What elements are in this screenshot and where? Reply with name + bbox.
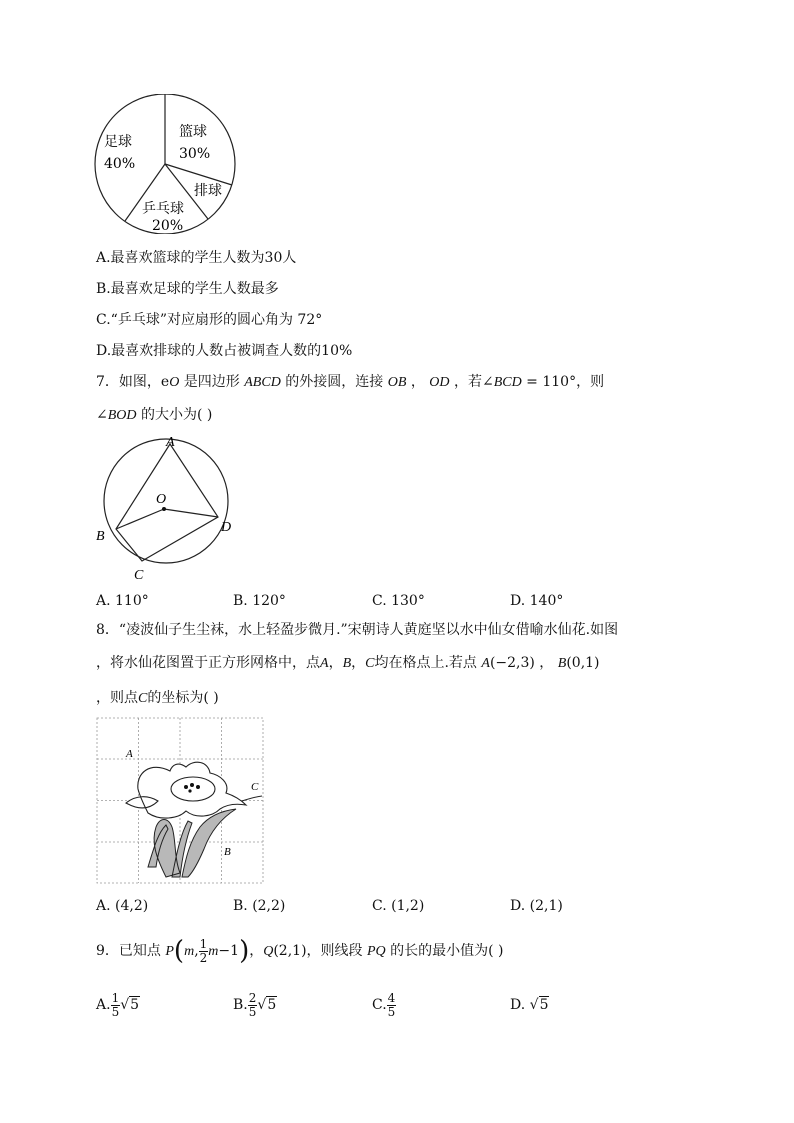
pie-pct-lanqiu: 30% [179, 146, 211, 162]
q7-option-d: D. 140° [510, 593, 564, 609]
q9-sep: ， [249, 943, 264, 959]
q8-b-pt: B [557, 656, 567, 671]
q8-line2-c: ， [534, 655, 558, 671]
q8-label-c: C [251, 781, 259, 793]
q8-c-pt: C [138, 691, 148, 706]
q7-stem-line2 [96, 405, 212, 426]
q6-option-d: D.最喜欢排球的人数占被调查人数的10% [96, 343, 353, 359]
q6-option-a: A.最喜欢篮球的学生人数为30人 [96, 250, 297, 266]
q8-grid-figure [96, 717, 266, 885]
q9-b-root: 5 [267, 997, 277, 1013]
q9-t1: ，则线段 [306, 943, 367, 959]
q9-t2: 的长的最小值为( ) [385, 943, 504, 959]
q9-a-sqrt-sign: √ [120, 997, 130, 1013]
q7-ob: OB [387, 375, 407, 390]
pie-label-pingpang: 乒乓球 [142, 201, 184, 217]
q7-label-o: O [156, 492, 167, 507]
q9-b-label: B. [233, 997, 248, 1013]
q9-c-den: 5 [387, 1004, 396, 1019]
q7-segment-od [164, 509, 218, 517]
q8-sep2: ， [351, 655, 366, 671]
q8-sep1: ， [328, 655, 343, 671]
q7-label-c: C [134, 568, 144, 583]
q9-option-d [510, 990, 549, 1020]
q9-c-frac [387, 992, 397, 1019]
pie-label-paiqiu: 排球 [194, 183, 222, 199]
q7-center-point [162, 507, 166, 511]
q8-stem-line2 [96, 653, 600, 674]
q9-paren-close: ) [239, 936, 250, 966]
pie-label-lanqiu: 篮球 [179, 124, 207, 140]
q9-a-frac [111, 992, 121, 1019]
q9-d-sqrt-sign: √ [529, 997, 539, 1013]
q8-option-a: A. (4,2) [96, 898, 149, 914]
q7-quadrilateral [116, 444, 218, 561]
pie-label-zuqiu: 足球 [104, 134, 132, 150]
q8-stem-line1: 8．“凌波仙子生尘袜，水上轻盈步微月.”宋朝诗人黄庭坚以水中仙女借喻水仙花.如图 [96, 622, 619, 638]
q7-t2: 的外接圆，连接 [280, 374, 388, 390]
q7-segment-ob [116, 509, 164, 529]
pie-divider-paiqiu-upper [165, 164, 232, 185]
pie-pct-pingpang: 20% [152, 218, 184, 234]
q9-minus-one: −1 [218, 943, 240, 959]
q8-stem-line3 [96, 688, 219, 709]
q7-od: OD [429, 375, 450, 390]
q7-t3: ， [406, 374, 430, 390]
q7-t5: = 110°，则 [521, 374, 605, 390]
q8-line3-a: ，则点 [96, 690, 138, 706]
q9-option-b [233, 990, 277, 1020]
q8-c-stem-line [242, 796, 262, 801]
q7-circle-figure [92, 433, 242, 583]
q9-q-coord: (2,1) [273, 943, 307, 959]
q9-stem [96, 934, 504, 969]
q9-q: Q [263, 944, 274, 959]
q9-c-label: C. [372, 997, 387, 1013]
q7-label-b: B [96, 529, 105, 544]
q8-stem-leaves [148, 809, 236, 877]
q7-option-c: C. 130° [372, 593, 425, 609]
q8-pb: B [342, 656, 352, 671]
q9-b-sqrt-sign: √ [257, 997, 267, 1013]
q8-label-b: B [224, 846, 231, 858]
q7-label-a: A [166, 435, 175, 450]
q8-line2-a: ，将水仙花图置于正方形网格中，点 [96, 655, 320, 671]
pie-chart-figure [92, 94, 242, 234]
q8-b-coord: (0,1) [566, 655, 600, 671]
q9-b-num: 2 [248, 990, 257, 1005]
q9-a-num: 1 [111, 990, 120, 1005]
q8-line3-b: 的坐标为( ) [147, 690, 219, 706]
q9-comma: , [194, 943, 199, 959]
q8-pa: A [320, 656, 329, 671]
q9-fraction [199, 938, 209, 965]
q9-paren-open: ( [173, 936, 185, 966]
q9-d-label: D. [510, 997, 526, 1013]
q9-m2: m [208, 944, 219, 959]
q9-p: P [165, 944, 174, 959]
q9-num: 9．已知点 [96, 943, 166, 959]
q9-option-c [372, 990, 396, 1020]
q9-a-label: A. [96, 997, 111, 1013]
q9-m: m [184, 944, 195, 959]
q7-label-d: D [221, 520, 232, 535]
q7-circle-symbol: e [160, 374, 170, 390]
q7-bcd: BCD [493, 375, 522, 390]
q9-option-a [96, 990, 140, 1020]
q7-option-b: B. 120° [233, 593, 286, 609]
q8-label-a: A [126, 748, 133, 760]
q9-a-den: 5 [111, 1004, 120, 1019]
q7-option-a: A. 110° [96, 593, 149, 609]
q7-bod: BOD [107, 408, 137, 423]
q8-option-c: C. (1,2) [372, 898, 425, 914]
q6-option-c: C.“乒乓球”对应扇形的圆心角为 72° [96, 312, 323, 328]
pie-pct-zuqiu: 40% [104, 156, 136, 172]
q8-option-b: B. (2,2) [233, 898, 286, 914]
q9-frac-num: 1 [199, 936, 208, 951]
q8-a-coord: (−2,3) [489, 655, 535, 671]
q7-num: 7．如图， [96, 374, 161, 390]
q9-c-num: 4 [387, 990, 396, 1005]
q9-d-root: 5 [539, 997, 549, 1013]
q9-pq: PQ [367, 944, 386, 959]
q7-abcd: ABCD [244, 375, 281, 390]
q8-pc: C [365, 656, 375, 671]
q7-t6: 的大小为( ) [136, 407, 213, 423]
q9-a-root: 5 [130, 997, 140, 1013]
q7-o: O [169, 375, 180, 390]
q6-option-b: B.最喜欢足球的学生人数最多 [96, 281, 279, 297]
q7-stem-line1 [96, 372, 604, 393]
q7-angle-prefix: ∠ [96, 407, 108, 423]
q9-b-frac [248, 992, 258, 1019]
q8-a-pt: A [481, 656, 490, 671]
q8-option-d: D. (2,1) [510, 898, 563, 914]
q9-frac-den: 2 [199, 950, 208, 965]
q9-b-den: 5 [248, 1004, 257, 1019]
q7-t1: 是四边形 [179, 374, 245, 390]
q7-t4: ，若∠ [449, 374, 494, 390]
q8-line2-b: 均在格点上.若点 [374, 655, 482, 671]
q8-flower-center [171, 777, 215, 801]
